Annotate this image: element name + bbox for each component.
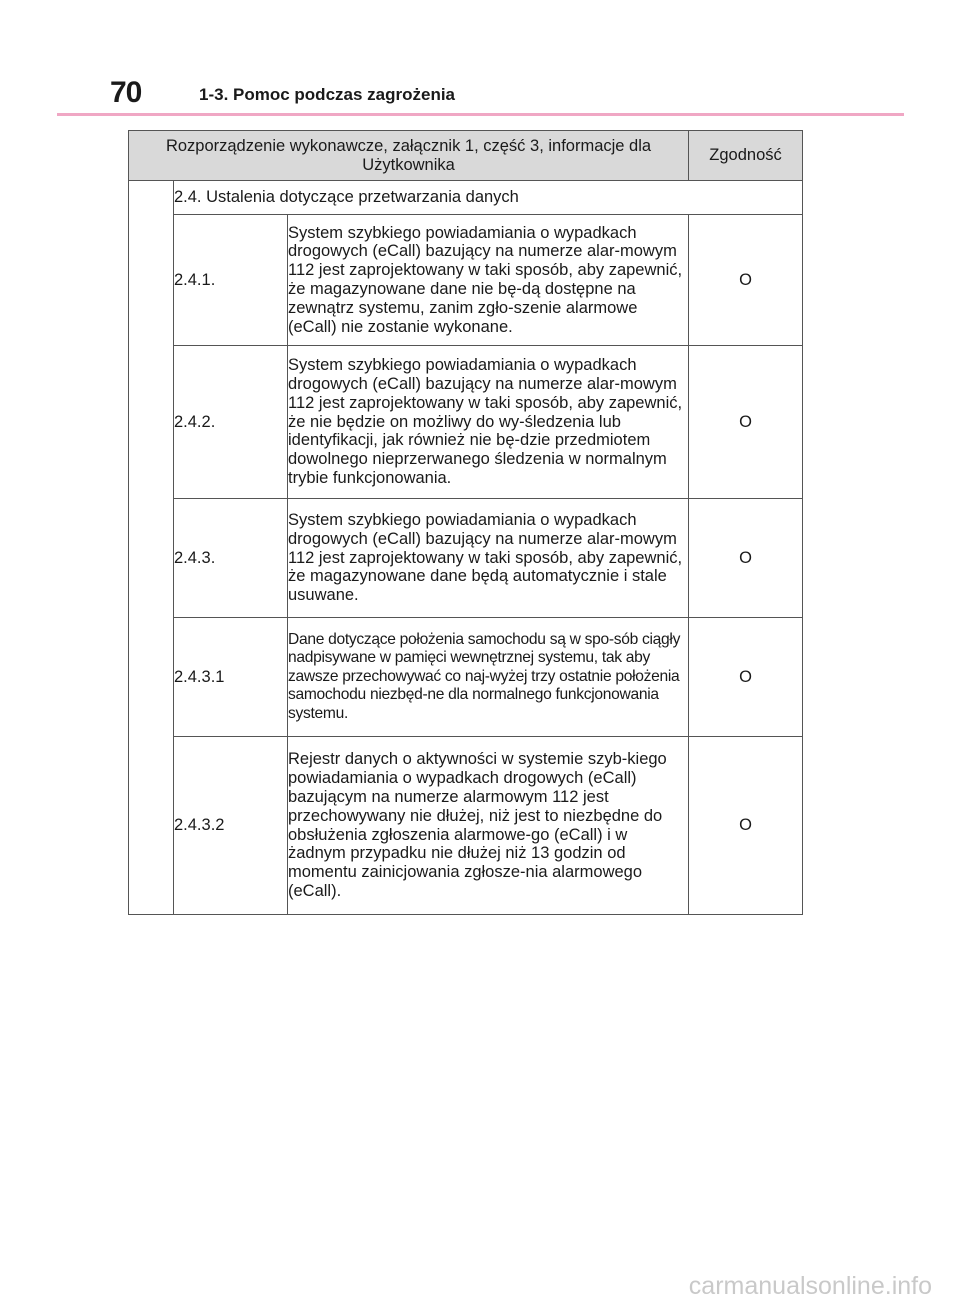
table-row bbox=[129, 181, 803, 215]
page-number: 70 bbox=[110, 76, 142, 109]
table-row bbox=[129, 737, 803, 915]
requirement-text: System szybkiego powiadamiania o wypadkach drogowych (eCall) bazujący na numerze alar-mowym 112 jest zaprojektowany w taki sposób, aby zapewnić, że magazynowane dane nie bę-dą dostępne na zewnątrz systemu, zanim zgło-szenie alarmowe (eCall) nie zostanie wykonane. bbox=[288, 215, 689, 346]
compliance-status: O bbox=[689, 346, 803, 499]
table-header-row bbox=[129, 131, 803, 181]
compliance-status: O bbox=[689, 499, 803, 618]
requirement-number: 2.4.2. bbox=[174, 346, 288, 499]
requirement-number: 2.4.3. bbox=[174, 499, 288, 618]
requirement-number: 2.4.1. bbox=[174, 215, 288, 346]
table-row bbox=[129, 618, 803, 737]
column-header-compliance: Zgodność bbox=[689, 131, 803, 181]
table-row bbox=[129, 215, 803, 346]
requirement-number: 2.4.3.1 bbox=[174, 618, 288, 737]
section-title: 1-3. Pomoc podczas zagrożenia bbox=[199, 85, 456, 104]
header-rule bbox=[57, 113, 904, 116]
requirement-text: Rejestr danych o aktywności w systemie szyb-kiego powiadamiania o wypadkach drogowych (eCall) bazującym na numerze alarmowym 112 jest przechowywany nie dłużej, niż jest to niezbędne do obsłużenia zgłoszenia alarmowe-go (eCall) i w żadnym przypadku nie dłużej niż 13 godzin od momentu zainicjowania zgłosze-nia alarmowego (eCall). bbox=[288, 737, 689, 915]
requirement-text: System szybkiego powiadamiania o wypadkach drogowych (eCall) bazujący na numerze alar-mowym 112 jest zaprojektowany w taki sposób, aby zapewnić, że magazynowane dane będą automatycznie i stale usuwane. bbox=[288, 499, 689, 618]
column-header-regulation: Rozporządzenie wykonawcze, załącznik 1, część 3, informacje dla Użytkownika bbox=[129, 131, 689, 181]
sub-heading: 2.4. Ustalenia dotyczące przetwarzania danych bbox=[174, 181, 803, 215]
compliance-status: O bbox=[689, 215, 803, 346]
indent-cell bbox=[129, 181, 174, 915]
requirement-text: System szybkiego powiadamiania o wypadkach drogowych (eCall) bazujący na numerze alar-mowym 112 jest zaprojektowany w taki sposób, aby zapewnić, że nie będzie on możliwy do wy-śledzenia lub identyfikacji, jak również nie bę-dzie przedmiotem dowolnego nieprzerwanego śledzenia w normalnym trybie funkcjonowania. bbox=[288, 346, 689, 499]
requirement-number: 2.4.3.2 bbox=[174, 737, 288, 915]
compliance-table bbox=[128, 130, 803, 915]
table-row bbox=[129, 499, 803, 618]
compliance-status: O bbox=[689, 737, 803, 915]
table-row bbox=[129, 346, 803, 499]
requirement-text: Dane dotyczące położenia samochodu są w spo-sób ciągły nadpisywane w pamięci wewnętrznej systemu, tak aby zawsze przechowywać co naj-wyżej trzy ostatnie położenia samochodu niezbęd-ne dla normalnego funkcjonowania systemu. bbox=[288, 618, 689, 737]
watermark: carmanualsonline.info bbox=[688, 1272, 932, 1300]
compliance-status: O bbox=[689, 618, 803, 737]
